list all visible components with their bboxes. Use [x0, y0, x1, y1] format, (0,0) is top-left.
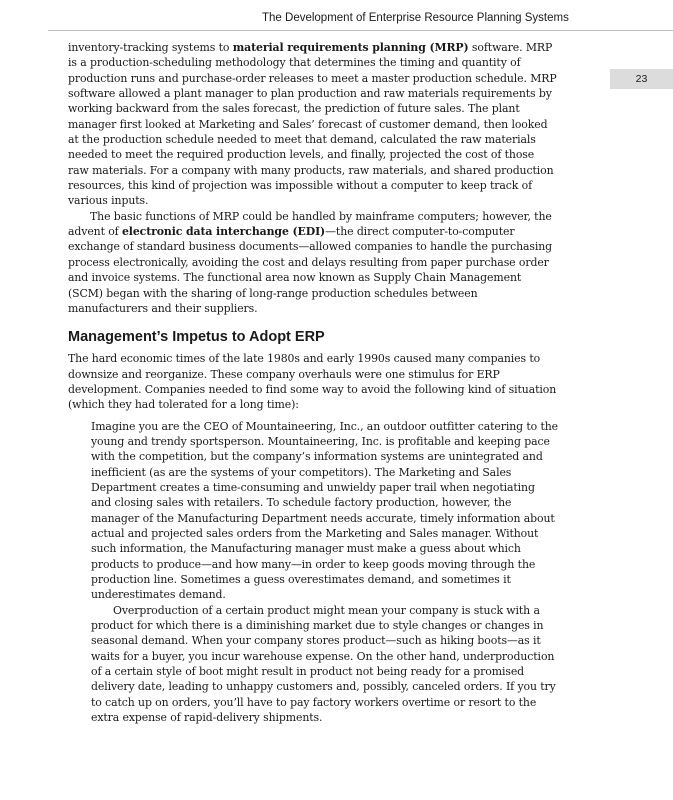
page-number: 23 — [635, 73, 648, 85]
paragraph-mrp — [68, 40, 558, 209]
quote-paragraph-1: Imagine you are the CEO of Mountaineering, Inc., an outdoor outfitter catering to the young and trendy sportsperson. Mountaineering, Inc. is profitable and keeping pace with the competition, but the company’s information systems are unintegrated and inefficient (as are the systems of your competitors). The Marketing and Sales Department creates a time-consuming and unwieldy paper trail when negotiating and closing sales with retailers. To schedule factory production, however, the manager of the Manufacturing Department needs accurate, timely information about actual and projected sales orders from the Marketing and Sales manager. Without such information, the Manufacturing manager must make a guess about which products to produce—and how many—in order to keep goods moving through the production line. Sometimes a guess overestimates demand, and sometimes it underestimates demand. — [91, 419, 558, 602]
quote-paragraph-2: Overproduction of a certain product might mean your company is stuck with a product for which there is a diminishing market due to style changes or changes in seasonal demand. When your company stores product—such as hiking boots—as it waits for a buyer, you incur warehouse expense. On the other hand, underproduction of a certain style of boot might result in product not being ready for a promised delivery date, leading to unhappy customers and, possibly, canceled orders. If you try to catch up on orders, you’ll have to pay factory workers overtime or resort to the extra expense of rapid-delivery shipments. — [91, 603, 556, 725]
case-scenario-quote — [91, 419, 558, 726]
paragraph-impetus: The hard economic times of the late 1980s and early 1990s caused many companies to downsize and reorganize. These company overhauls were one stimulus for ERP development. Companies needed to find some way to avoid the following kind of situation (which they had tolerated for a long time): — [68, 352, 557, 412]
page-body — [68, 40, 558, 725]
key-term-edi: electronic data interchange (EDI) — [121, 225, 326, 239]
key-term-mrp: material requirements planning (MRP) — [232, 41, 469, 54]
text-run: The basic functions of MRP could be handled by mainframe computers; however, the advent of — [68, 209, 552, 239]
text-run: software. MRP is a production-scheduling methodology that determines the timing and quantity of production runs and purchase-order releases to meet a master production schedule. MRP software allowed a plant manager to plan production and raw materials requirements by working backward from the sales forecast, the prediction of future sales. The plant manager first looked at Marketing and Sales’ forecast of customer demand, then looked at the production schedule needed to meet that demand, calculated the raw materials needed to meet the required production levels, and finally, projected the cost of those raw materials. For a company with many products, raw materials, and shared production resources, this kind of projection was impossible without a computer to keep track of various inputs. — [68, 41, 557, 208]
paragraph-edi — [68, 209, 558, 316]
header-rule — [48, 30, 673, 31]
section-heading: Management’s Impetus to Adopt ERP — [68, 329, 325, 346]
text-run: inventory-tracking systems to — [68, 41, 233, 54]
page-number-tab — [610, 69, 673, 89]
text-run: —the direct computer-to-computer exchange of standard business documents—allowed companies to handle the purchasing process electronically, avoiding the cost and delays resulting from paper purchase order and invoice systems. The functional area now known as Supply Chain Management (SCM) began with the sharing of long-range production schedules between manufacturers and their suppliers. — [68, 225, 553, 315]
running-header-title: The Development of Enterprise Resource Planning Systems — [262, 12, 569, 24]
